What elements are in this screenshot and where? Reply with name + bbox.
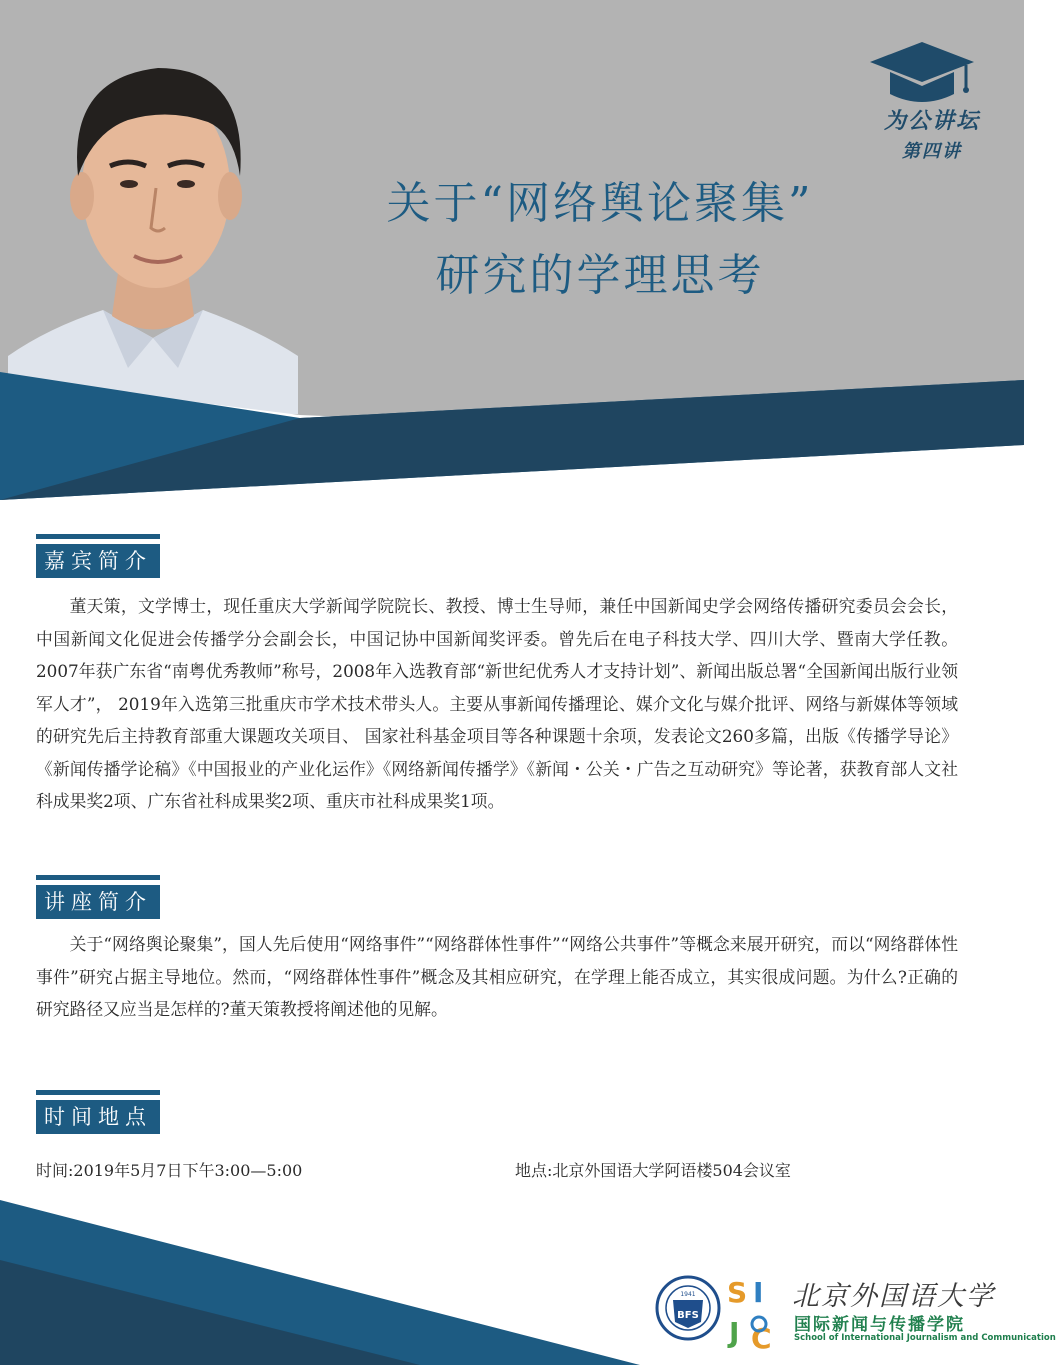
bfs-mark: BFS — [677, 1310, 699, 1321]
sijc-letter-i: I — [753, 1276, 764, 1309]
event-time: 时间:2019年5月7日下午3:00—5:00 — [36, 1161, 303, 1180]
school-name-cn: 国际新闻与传播学院 — [794, 1315, 965, 1335]
title-line-1: 关于“网络舆论聚集” — [386, 178, 814, 229]
sijc-logo-icon — [727, 1276, 772, 1355]
speaker-bio — [36, 590, 958, 818]
speaker-section-heading — [36, 534, 160, 578]
time-place-heading-label: 时间地点 — [36, 1100, 160, 1134]
heading-rule — [36, 1090, 160, 1095]
series-name: 为公讲坛 — [883, 109, 980, 134]
school-name-en: School of International Journalism and Communication — [794, 1333, 1056, 1343]
sijc-letter-c: C — [751, 1322, 772, 1355]
series-episode: 第四讲 — [902, 141, 962, 162]
title-line-2: 研究的学理思考 — [435, 250, 765, 301]
speaker-bio-text: 董天策，文学博士，现任重庆大学新闻学院院长、教授、博士生导师，兼任中国新闻史学会网络传播研究委员会会长，中国新闻文化促进会传播学分会副会长，中国记协中国新闻奖评委。曾先后在电子科技大学、四川大学、暨南大学任教。2007年获广东省“南粤优秀教师”称号，2008年入选教育部“新世纪优秀人才支持计划”、新闻出版总署“全国新闻出版行业领军人才”， 2019年入选第三批重庆市学术技术带头人。主要从事新闻传播理论、媒介文化与媒介批评、网络与新媒体等领域的研究先后主持教育部重大课题攻关项目、 国家社科基金项目等各种课题十余项，发表论文260多篇，出版《传播学导论》《新闻传播学论稿》《中国报业的产业化运作》《网络新闻传播学》《新闻・公关・广告之互动研究》等论著，获教育部人文社科成果奖2项、广东省社科成果奖2项、重庆市社科成果奖1项。 — [36, 596, 958, 811]
lecture-summary-text: 关于“网络舆论聚集”，国人先后使用“网络事件”“网络群体性事件”“网络公共事件”等概念来展开研究，而以“网络群体性事件”研究占据主导地位。然而，“网络群体性事件”概念及其相应研究，在学理上能否成立，其实很成问题。为什么?正确的研究路径又应当是怎样的?董天策教授将阐述他的见解。 — [36, 934, 958, 1019]
lecture-title — [300, 168, 900, 312]
event-place: 地点:北京外国语大学阿语楼504会议室 — [515, 1161, 791, 1180]
sijc-letter-s: S — [727, 1276, 748, 1309]
university-name: 北京外国语大学 — [792, 1281, 995, 1312]
heading-rule — [36, 875, 160, 880]
heading-rule — [36, 534, 160, 539]
speaker-heading-label: 嘉宾简介 — [36, 544, 160, 578]
bfsu-seal-icon — [657, 1277, 719, 1339]
lecture-series-label — [862, 104, 1002, 163]
sijc-letter-j: J — [729, 1316, 740, 1349]
lecture-section-heading — [36, 875, 160, 919]
lecture-summary — [36, 928, 958, 1026]
time-place-section-heading — [36, 1090, 160, 1134]
bfs-year: 1941 — [680, 1291, 696, 1298]
lecture-heading-label: 讲座简介 — [36, 885, 160, 919]
graduation-cap-icon — [868, 40, 976, 106]
